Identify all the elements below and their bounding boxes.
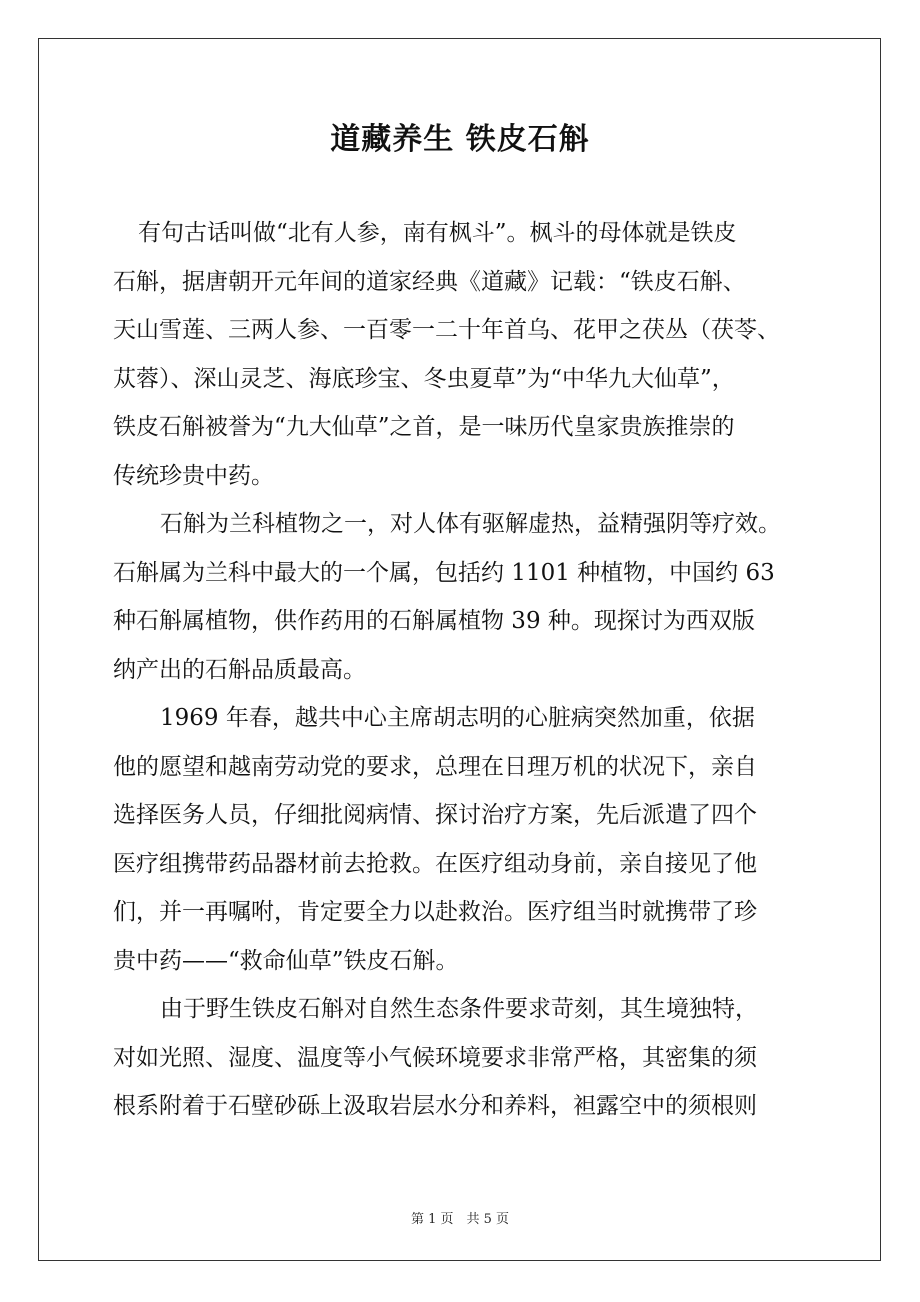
- body-line-12: 他的愿望和越南劳动党的要求，总理在日理万机的状况下，亲自: [113, 753, 757, 780]
- body-line-8: 石斛属为兰科中最大的一个属，包括约 1101 种植物，中国约 63: [113, 559, 775, 586]
- body-line-3: 天山雪莲、三两人参、一百零一二十年首乌、花甲之茯丛（茯苓、: [113, 317, 780, 343]
- body-line-14: 医疗组携带药品器材前去抢救。在医疗组动身前，亲自接见了他: [113, 850, 757, 877]
- body-line-1: 有句古话叫做“北有人参，南有枫斗”。枫斗的母体就是铁皮: [138, 220, 737, 246]
- document-title: 道藏养生 铁皮石斛: [330, 122, 590, 157]
- body-line-10: 纳产出的石斛品质最高。: [113, 656, 366, 683]
- document-body: [113, 213, 813, 1135]
- body-line-16: 贵中药——“救命仙草”铁皮石斛。: [113, 947, 459, 974]
- body-line-2: 石斛，据唐朝开元年间的道家经典《道藏》记载：“铁皮石斛、: [113, 268, 746, 295]
- body-line-17: 由于野生铁皮石斛对自然生态条件要求苛刻，其生境独特，: [160, 996, 758, 1022]
- body-line-6: 传统珍贵中药。: [113, 462, 274, 489]
- body-line-18: 对如光照、湿度、温度等小气候环境要求非常严格，其密集的须: [113, 1044, 757, 1071]
- body-line-19: 根系附着于石壁砂砾上汲取岩层水分和养料，袒露空中的须根则: [113, 1093, 757, 1119]
- body-line-11: 1969 年春，越共中心主席胡志明的心脏病突然加重，依据: [160, 705, 755, 731]
- page-footer: 第 1 页 共 5 页: [410, 1212, 510, 1227]
- body-line-4: 苁蓉）、深山灵芝、海底珍宝、冬虫夏草”为“中华九大仙草”，: [113, 365, 735, 392]
- body-line-9: 种石斛属植物，供作药用的石斛属植物 39 种。现探讨为西双版: [113, 608, 755, 634]
- body-line-7: 石斛为兰科植物之一，对人体有驱解虚热，益精强阴等疗效。: [160, 511, 781, 537]
- body-line-5: 铁皮石斛被誉为“九大仙草”之首，是一味历代皇家贵族推崇的: [113, 414, 735, 440]
- body-line-15: 们，并一再嘱咐，肯定要全力以赴救治。医疗组当时就携带了珍: [113, 899, 757, 925]
- body-line-13: 选择医务人员，仔细批阅病情、探讨治疗方案，先后派遣了四个: [113, 802, 757, 828]
